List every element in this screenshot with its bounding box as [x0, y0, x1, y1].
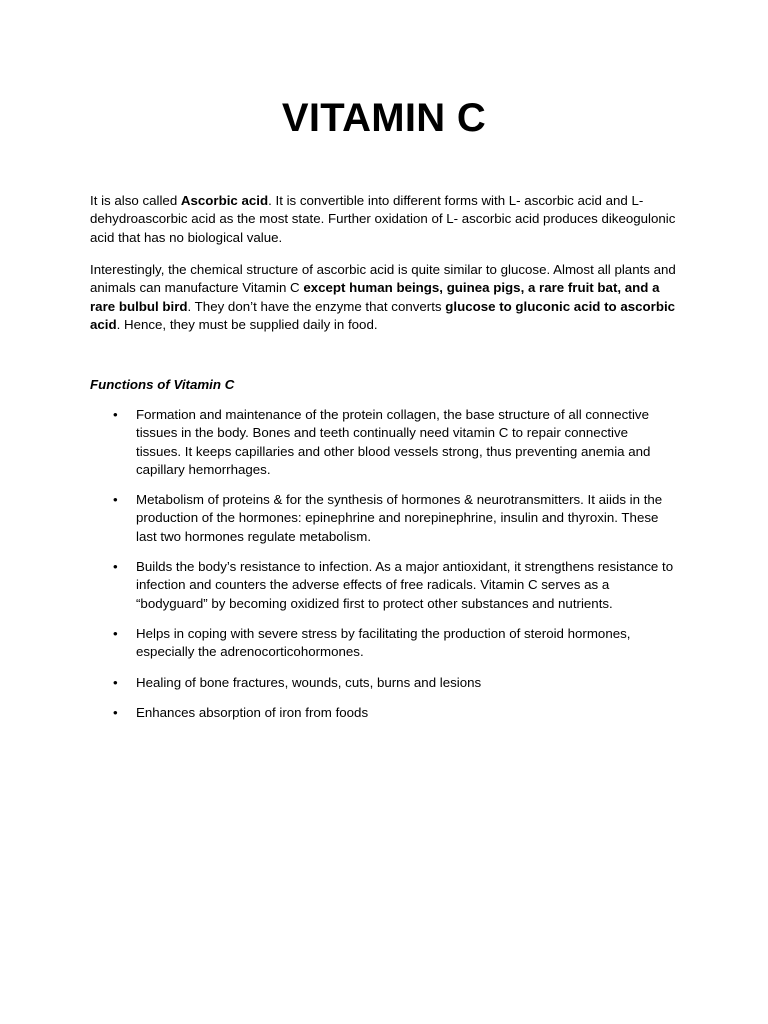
chemistry-text-3: . Hence, they must be supplied daily in food.	[116, 316, 378, 332]
page-title: VITAMIN C	[281, 96, 487, 140]
bullet-dot: •	[113, 559, 118, 575]
functions-list	[0, 406, 768, 734]
list-item	[0, 625, 676, 662]
bullet-dot: •	[113, 704, 118, 720]
list-item	[0, 406, 676, 479]
chemistry-bold-exceptions: except human beings, guinea pigs, a rare fruit bat, and a rare bulbul bird	[90, 280, 660, 314]
list-item	[0, 704, 676, 722]
bullet-dot: •	[113, 407, 118, 422]
list-item	[0, 674, 676, 692]
list-item-text: Enhances absorption of iron from foods	[136, 704, 369, 720]
functions-heading: Functions of Vitamin C	[90, 377, 235, 392]
chemistry-text-2: . They don’t have the enzyme that converts	[187, 298, 446, 314]
chemistry-text-1: Interestingly, the chemical structure of ascorbic acid is quite similar to glucose. Almost all plants and animals can manufacture Vitamin C	[90, 262, 676, 296]
list-item-text: Helps in coping with severe stress by facilitating the production of steroid hormones, especially the adrenocorticohormones.	[136, 625, 631, 660]
list-item	[0, 558, 676, 613]
intro-paragraph	[90, 192, 686, 247]
bullet-dot: •	[113, 674, 118, 690]
bullet-dot: •	[113, 492, 118, 508]
list-item	[0, 491, 676, 546]
list-item-text: Metabolism of proteins & for the synthesis of hormones & neurotransmitters. It aiids in the production of the hormones: epinephrine and norepinephrine, insulin and thyroxin. These last two hormones regulate metabolism.	[136, 492, 663, 544]
intro-text-2: . It is convertible into different forms with L- ascorbic acid and L-dehydroascorbic acid as the most state. Further oxidation of L- ascorbic acid produces dikeogulonic acid that has no biological value.	[90, 193, 676, 245]
chemistry-bold-conversion: glucose to gluconic acid to ascorbic acid	[90, 298, 676, 332]
bullet-dot: •	[113, 625, 118, 641]
list-item-text: Formation and maintenance of the protein collagen, the base structure of all connective tissues in the body. Bones and teeth continually need vitamin C to repair connective tissues. It keeps capillaries and other blood vessels strong, thus preventing anemia and capillary hemorrhages.	[136, 407, 651, 477]
chemistry-paragraph	[90, 261, 686, 334]
list-item-text: Healing of bone fractures, wounds, cuts, burns and lesions	[136, 674, 482, 690]
intro-bold-ascorbic-acid: Ascorbic acid	[180, 193, 269, 208]
list-item-text: Builds the body’s resistance to infection. As a major antioxidant, it strengthens resistance to infection and counters the adverse effects of free radicals. Vitamin C serves as a “bodyguard” by becoming oxidized first to protect other substances and nutrients.	[136, 559, 674, 611]
intro-text-1: It is also called	[90, 193, 181, 208]
